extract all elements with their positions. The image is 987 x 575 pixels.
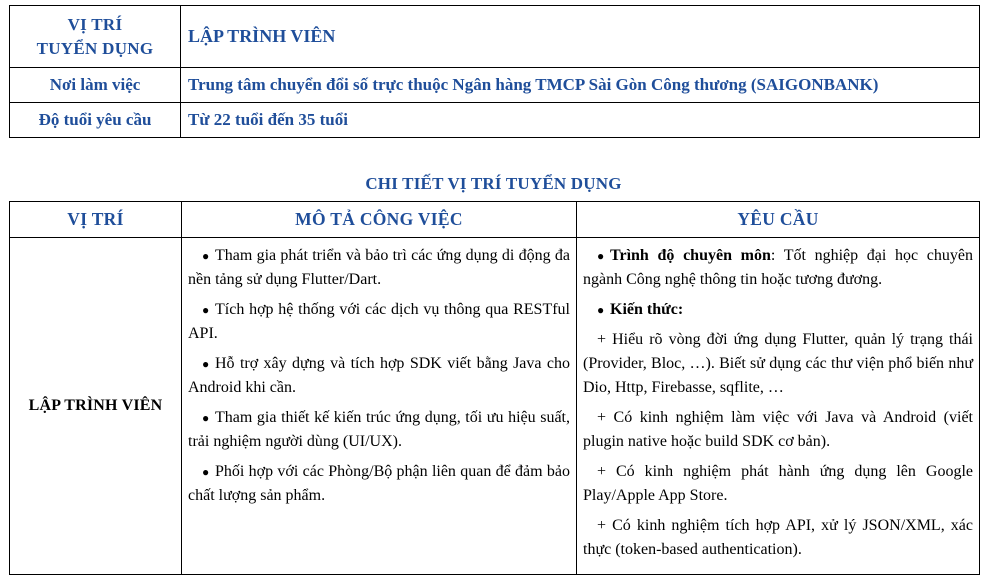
description-text: Tích hợp hệ thống với các dịch vụ thông qua RESTful API. <box>188 301 570 342</box>
age-value: Từ 22 tuổi đến 35 tuổi <box>181 103 980 138</box>
header-description: MÔ TẢ CÔNG VIỆC <box>182 202 577 238</box>
description-cell <box>182 238 577 575</box>
knowledge-label: Kiến thức: <box>610 301 684 318</box>
age-row <box>10 103 980 138</box>
workplace-label: Nơi làm việc <box>10 68 181 103</box>
description-item <box>188 460 570 508</box>
header-requirements: YÊU CẦU <box>577 202 980 238</box>
bullet-icon: ● <box>597 303 605 317</box>
description-text: Phối hợp với các Phòng/Bộ phận liên quan để đảm bảo chất lượng sản phẩm. <box>188 463 570 504</box>
knowledge-text: + Có kinh nghiệm phát hành ứng dụng lên Google Play/Apple App Store. <box>583 463 973 504</box>
details-body-row <box>10 238 980 575</box>
requirement-degree <box>583 244 973 292</box>
position-row <box>10 6 980 68</box>
position-label-line2: TUYỂN DỤNG <box>36 38 154 58</box>
summary-table <box>9 5 980 138</box>
description-item <box>188 244 570 292</box>
details-header-row <box>10 202 980 238</box>
knowledge-item <box>583 460 973 508</box>
bullet-icon: ● <box>202 303 210 317</box>
position-cell: LẬP TRÌNH VIÊN <box>10 238 182 575</box>
knowledge-item <box>583 514 973 562</box>
bullet-icon: ● <box>597 249 605 263</box>
knowledge-text: + Có kinh nghiệm làm việc với Java và Android (viết plugin native hoặc build SDK cơ bản). <box>583 409 973 450</box>
position-label-cell <box>10 6 181 68</box>
description-item <box>188 298 570 346</box>
degree-label: Trình độ chuyên môn <box>610 247 771 264</box>
knowledge-text: + Có kinh nghiệm tích hợp API, xử lý JSON/XML, xác thực (token-based authentication). <box>583 517 973 558</box>
bullet-icon: ● <box>202 411 210 425</box>
age-label: Độ tuổi yêu cầu <box>10 103 181 138</box>
description-text: Tham gia phát triển và bảo trì các ứng dụng di động đa nền tảng sử dụng Flutter/Dart. <box>188 247 570 288</box>
bullet-icon: ● <box>202 357 210 371</box>
bullet-icon: ● <box>202 465 210 479</box>
knowledge-item <box>583 406 973 454</box>
knowledge-text: + Hiểu rõ vòng đời ứng dụng Flutter, quản lý trạng thái (Provider, Bloc, …). Biết sử dụng các thư viện phổ biến như Dio, Http, Firebasse, sqflite, … <box>583 331 973 396</box>
header-position: VỊ TRÍ <box>10 202 182 238</box>
knowledge-item <box>583 328 973 400</box>
bullet-icon: ● <box>202 249 210 263</box>
requirements-cell <box>577 238 980 575</box>
workplace-row <box>10 68 980 103</box>
details-table <box>9 201 980 575</box>
position-value: LẬP TRÌNH VIÊN <box>181 6 980 68</box>
workplace-value: Trung tâm chuyển đổi số trực thuộc Ngân hàng TMCP Sài Gòn Công thương (SAIGONBANK) <box>181 68 980 103</box>
requirement-knowledge <box>583 298 973 322</box>
description-item <box>188 352 570 400</box>
position-label-line1: VỊ TRÍ <box>67 14 123 34</box>
description-text: Tham gia thiết kế kiến trúc ứng dụng, tối ưu hiệu suất, trải nghiệm người dùng (UI/UX). <box>188 409 570 450</box>
degree-text: : Tốt nghiệp đại học chuyên ngành Công nghệ thông tin hoặc tương đương. <box>583 247 973 288</box>
description-item <box>188 406 570 454</box>
description-text: Hỗ trợ xây dựng và tích hợp SDK viết bằng Java cho Android khi cần. <box>188 355 570 396</box>
section-title: CHI TIẾT VỊ TRÍ TUYỂN DỤNG <box>365 174 622 193</box>
